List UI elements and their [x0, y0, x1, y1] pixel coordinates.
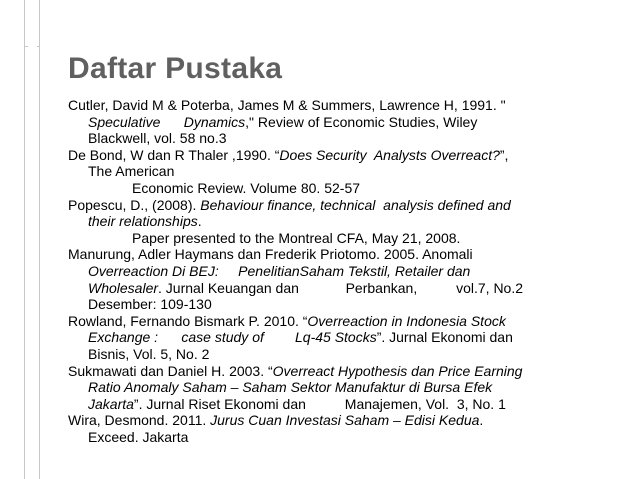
reference-italic: Ratio Anomaly Saham – Saham Sektor Manufaktur di Bursa Efek: [88, 379, 493, 396]
reference-text: Rowland, Fernando Bismark P. 2010. “: [68, 312, 308, 329]
reference-line: [68, 379, 634, 396]
reference-text: Wira, Desmond. 2011.: [68, 412, 211, 429]
reference-line: The American: [88, 163, 175, 180]
bar-bottom-segment: [24, 117, 40, 479]
reference-line: Manurung, Adler Haymans dan Frederik Priotomo. 2005. Anomali: [68, 246, 473, 263]
reference-line: Desember: 109-130: [88, 296, 212, 313]
reference-line: [68, 147, 634, 164]
reference-line: Paper presented to the Montreal CFA, May 21, 2008.: [132, 229, 461, 246]
reference-item: [68, 363, 634, 413]
reference-text: Popescu, D., (2008).: [68, 196, 201, 213]
reference-line: [68, 280, 634, 297]
reference-text: .: [197, 213, 202, 230]
reference-line: [68, 363, 634, 380]
reference-italic: Speculative Dynamics: [88, 113, 246, 130]
reference-item: [68, 246, 634, 312]
bar-top-segment: [24, 0, 40, 117]
reference-item: [68, 97, 634, 147]
reference-text: ”. Jurnal Riset Ekonomi dan Manajemen, Vol. 3, No. 1: [133, 395, 506, 412]
bar-marker: [28, 46, 37, 117]
reference-line: [68, 313, 634, 330]
reference-italic: Does Security Analysts Overreact?: [279, 146, 500, 163]
reference-list: [68, 97, 634, 445]
reference-item: [68, 147, 634, 197]
reference-line: [68, 114, 634, 131]
reference-text: ," Review of Economic Studies, Wiley: [245, 113, 478, 130]
reference-italic: Wholesaler: [88, 279, 159, 296]
page-title: Daftar Pustaka: [68, 52, 283, 85]
reference-italic: Behaviour finance, technical analysis defined and: [200, 196, 511, 213]
reference-item: [68, 197, 634, 247]
reference-line: [68, 412, 634, 429]
reference-italic: Overreaction in Indonesia Stock: [307, 312, 506, 329]
reference-italic: Overreaction Di BEJ: PenelitianSaham Tekstil, Retailer dan: [88, 262, 471, 279]
reference-text: Sukmawati dan Daniel H. 2003. “: [68, 362, 273, 379]
reference-italic: their relationships: [88, 213, 198, 230]
reference-italic: Jurus Cuan Investasi Saham – Edisi Kedua: [210, 412, 480, 429]
reference-text: De Bond, W dan R Thaler ,1990. “: [68, 146, 280, 163]
reference-line: [68, 396, 634, 413]
reference-line: [68, 213, 634, 230]
reference-italic: Exchange : case study of Lq-45 Stocks: [88, 329, 377, 346]
reference-line: [68, 263, 634, 280]
reference-line: [68, 197, 634, 214]
reference-italic: Jakarta: [88, 395, 134, 412]
reference-italic: Overreact Hypothesis dan Price Earning: [272, 362, 523, 379]
reference-line: [68, 329, 634, 346]
reference-line: Economic Review. Volume 80. 52-57: [132, 179, 361, 196]
reference-line: Cutler, David M & Poterba, James M & Summers, Lawrence H, 1991. ": [68, 97, 506, 113]
reference-item: [68, 313, 634, 363]
reference-line: Bisnis, Vol. 5, No. 2: [88, 345, 210, 362]
left-decorative-bar: [0, 0, 44, 479]
reference-text: . Jurnal Keuangan dan Perbankan, vol.7, No.2: [158, 279, 524, 296]
reference-text: ”,: [499, 146, 509, 163]
reference-line: Exceed. Jakarta: [88, 428, 189, 445]
reference-line: Blackwell, vol. 58 no.3: [88, 130, 227, 147]
reference-text: .: [479, 412, 484, 429]
reference-text: ”. Jurnal Ekonomi dan: [376, 329, 513, 346]
reference-item: [68, 412, 634, 445]
